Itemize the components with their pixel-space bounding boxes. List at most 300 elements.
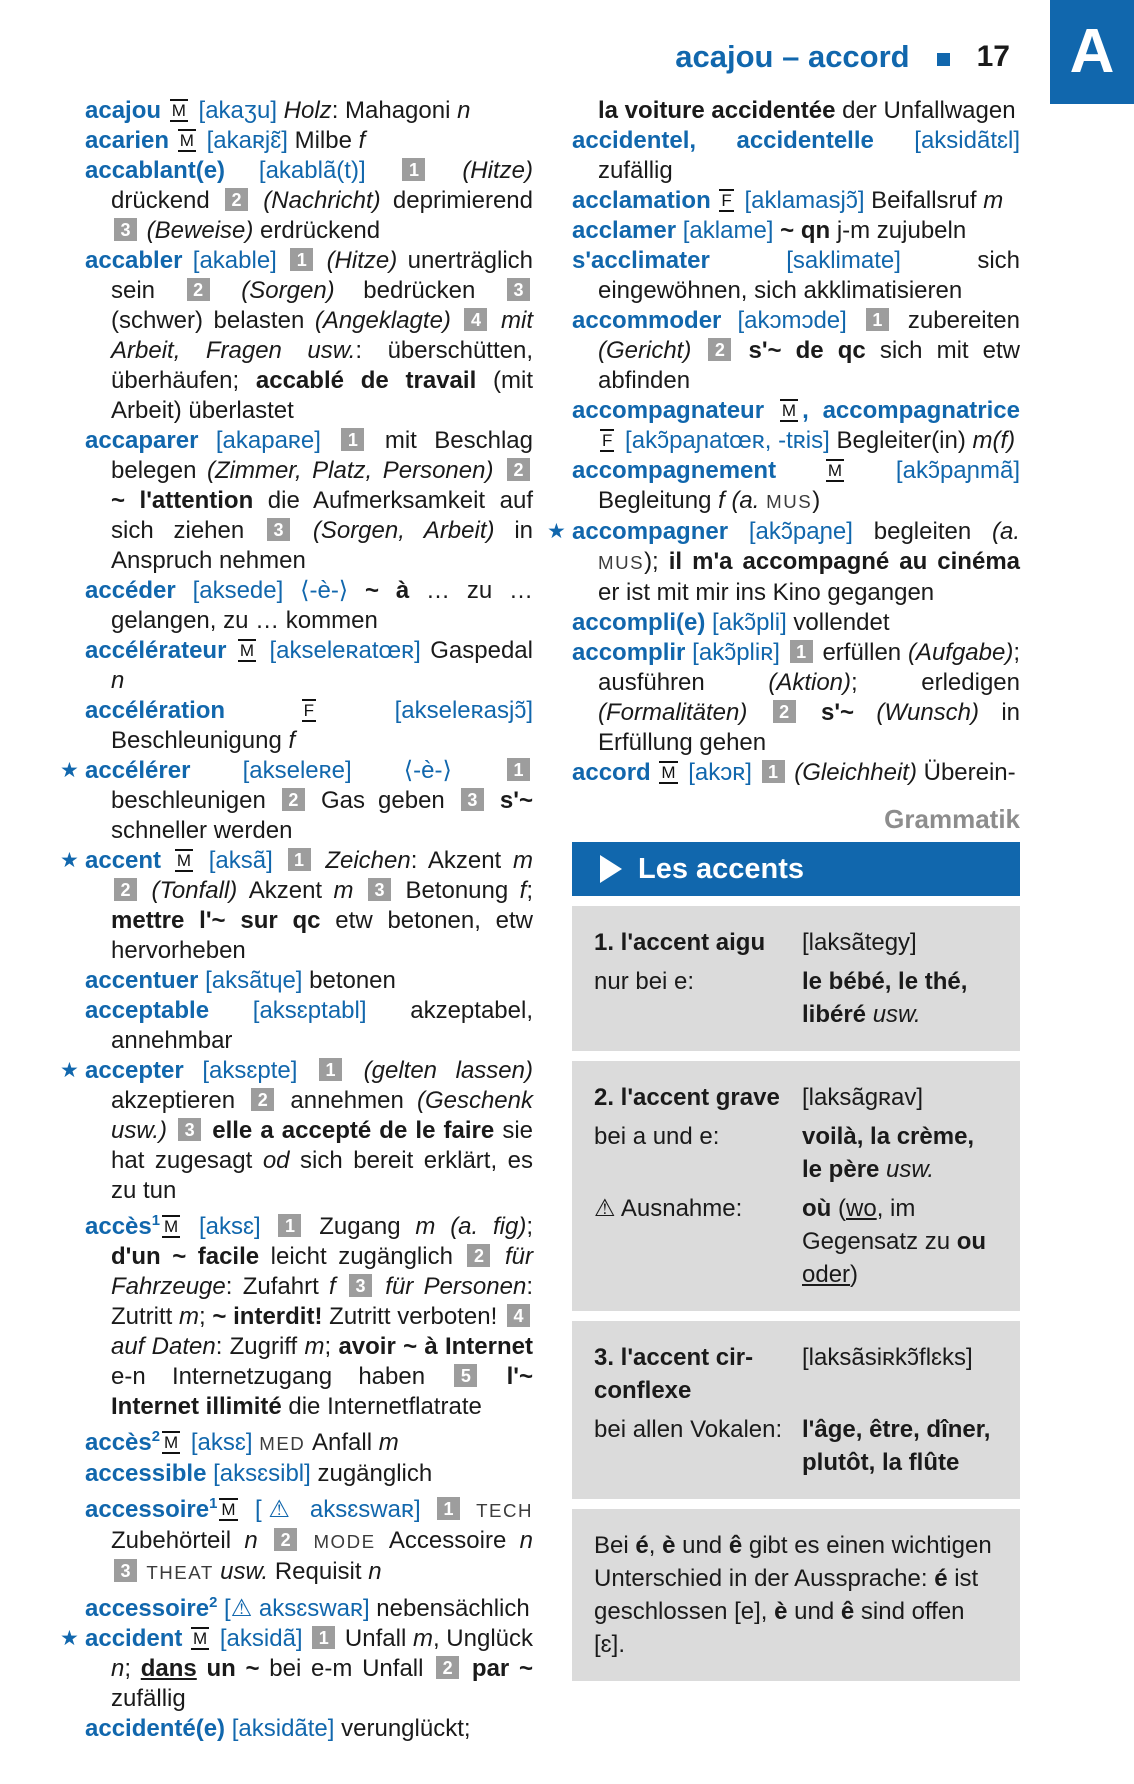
usage-hint: (Sorgen) bbox=[212, 277, 364, 304]
headword: accent bbox=[85, 847, 173, 874]
grammar-row bbox=[594, 1120, 998, 1186]
grammar-box-header bbox=[572, 842, 1020, 896]
headword: acarien bbox=[85, 127, 176, 154]
usage-hint: f bbox=[519, 877, 527, 904]
text: ; ausführen bbox=[598, 639, 1021, 696]
pronunciation: [aksɛptabl] bbox=[252, 997, 411, 1024]
dictionary-entry bbox=[85, 96, 533, 126]
usage-hint: n bbox=[244, 1527, 272, 1554]
usage-hint: f bbox=[358, 127, 366, 154]
dictionary-entry bbox=[572, 126, 1020, 186]
text: j-m zujubeln bbox=[836, 217, 967, 244]
usage-hint: (Beweise) bbox=[140, 217, 261, 244]
bold-phrase: ê bbox=[728, 1532, 743, 1559]
underlined-word: oder bbox=[802, 1261, 851, 1288]
grammar-section bbox=[572, 1321, 1020, 1499]
headword-superscript: 1 bbox=[151, 1213, 161, 1229]
pronunciation: [akaʒu] bbox=[191, 97, 284, 124]
sense-number-badge: 2 bbox=[225, 188, 248, 211]
text: zubereiten bbox=[891, 307, 1021, 334]
usage-hint: m bbox=[378, 1429, 399, 1456]
usage-hint: mit Arbeit, Fragen usw. bbox=[111, 307, 533, 364]
text: beschleunigen bbox=[111, 787, 279, 814]
column-left bbox=[60, 96, 534, 1744]
bold-phrase: ou bbox=[956, 1228, 987, 1255]
usage-hint: f bbox=[288, 727, 296, 754]
usage-hint: Zeichen bbox=[313, 847, 411, 874]
grammar-box-body bbox=[572, 906, 1020, 1681]
sense-number-badge: 3 bbox=[349, 1274, 372, 1297]
text: [laksãtegy] bbox=[802, 929, 917, 956]
text: sich eingewöhnen, sich akklimatisieren bbox=[598, 247, 1020, 304]
text: , bbox=[648, 1532, 663, 1559]
text: die Aufmerksamkeit auf sich ziehen bbox=[111, 487, 533, 544]
text: ; bbox=[526, 877, 533, 904]
text: Accessoire bbox=[388, 1527, 520, 1554]
text: bei allen Vokalen: bbox=[594, 1416, 783, 1443]
text: ( bbox=[838, 1195, 846, 1222]
grammar-example bbox=[802, 926, 998, 959]
sense-number-badge: 4 bbox=[507, 1304, 530, 1327]
dictionary-entry bbox=[60, 846, 534, 966]
running-head: acajou – accord bbox=[675, 39, 910, 74]
text: Milbe bbox=[294, 127, 359, 154]
bold-phrase: il m'a accompagné au cinéma bbox=[668, 548, 1021, 575]
bold-phrase: elle a accepté de le faire bbox=[204, 1117, 503, 1144]
pronunciation: [aksidãte] bbox=[231, 1715, 342, 1742]
text: nur bei e: bbox=[594, 968, 695, 995]
pronunciation: [akablã(t)] bbox=[258, 157, 400, 184]
text: begleiten bbox=[873, 518, 992, 545]
dictionary-entry bbox=[572, 638, 1020, 758]
headword: accessoire bbox=[85, 1496, 210, 1523]
usage-hint: usw. bbox=[220, 1558, 275, 1585]
text: betonen bbox=[309, 967, 396, 994]
bold-phrase: ~ l'attention bbox=[111, 487, 268, 514]
headword: s'acclimater bbox=[572, 247, 787, 274]
headword: acclamation bbox=[572, 187, 718, 214]
headword: accabler bbox=[85, 247, 193, 274]
headword: accélération bbox=[85, 697, 300, 724]
usage-hint: n bbox=[368, 1558, 382, 1585]
page-number: 17 bbox=[976, 40, 1010, 73]
text: sich bereit erklärt, es zu tun bbox=[111, 1147, 533, 1204]
grammar-section bbox=[572, 1061, 1020, 1311]
grammar-term bbox=[594, 965, 802, 1031]
domain-label: MUS bbox=[766, 491, 813, 512]
text: bei a und e: bbox=[594, 1123, 720, 1150]
text: sie hat zugesagt bbox=[111, 1117, 533, 1174]
text: : Akzent bbox=[410, 847, 513, 874]
text: erfüllen bbox=[815, 639, 908, 666]
usage-hint: auf Daten bbox=[111, 1333, 216, 1360]
headword: accès bbox=[85, 1213, 152, 1240]
grammatik-label: Grammatik bbox=[884, 804, 1020, 834]
usage-hint: m bbox=[304, 1333, 325, 1360]
text: erdrückend bbox=[260, 217, 381, 244]
headword: accéder bbox=[85, 577, 193, 604]
gender-marker: F bbox=[303, 701, 315, 720]
usage-hint: m bbox=[512, 847, 533, 874]
grammar-box-title: Les accents bbox=[638, 853, 805, 885]
pronunciation: [aksã] bbox=[196, 847, 285, 874]
text: Zutritt verboten! bbox=[322, 1303, 504, 1330]
dictionary-entry bbox=[547, 517, 1021, 608]
usage-hint: (Formalitäten) bbox=[598, 699, 770, 726]
domain-label: TECH bbox=[463, 1500, 533, 1521]
sense-number-badge: 2 bbox=[436, 1656, 459, 1679]
usage-hint: (Aufgabe) bbox=[907, 639, 1014, 666]
dictionary-entry bbox=[85, 996, 533, 1056]
bold-phrase: ~ qn bbox=[780, 217, 837, 244]
sense-number-badge: 2 bbox=[251, 1088, 274, 1111]
pronunciation: [saklimate] bbox=[786, 247, 978, 274]
dictionary-entry bbox=[85, 636, 533, 696]
text: Zubehörteil bbox=[111, 1527, 245, 1554]
text: zufällig bbox=[111, 1685, 186, 1712]
text: Beschleunigung bbox=[111, 727, 289, 754]
text: e-n Internetzugang haben bbox=[111, 1363, 452, 1390]
text: ; bbox=[124, 1655, 141, 1682]
bold-phrase: un ~ bbox=[196, 1655, 270, 1682]
sense-number-badge: 1 bbox=[790, 640, 813, 663]
text: ist geschlossen [e], bbox=[594, 1565, 979, 1625]
alphabet-tab: A bbox=[1050, 0, 1134, 104]
usage-hint: m bbox=[333, 877, 365, 904]
dictionary-entry bbox=[572, 456, 1020, 517]
bold-phrase: où bbox=[802, 1195, 838, 1222]
usage-hint: (Geschenk usw.) bbox=[111, 1087, 534, 1144]
usage-hint: n bbox=[111, 667, 125, 694]
bold-phrase: l'~ Internet illimité bbox=[111, 1363, 533, 1420]
text: zugänglich bbox=[317, 1460, 433, 1487]
grammar-term bbox=[594, 1120, 802, 1186]
text: (schwer) belasten bbox=[111, 307, 315, 334]
headword: accaparer bbox=[85, 427, 216, 454]
headword-superscript: 2 bbox=[209, 1595, 218, 1611]
grammar-row bbox=[594, 926, 998, 959]
usage-hint: (Gleichheit) bbox=[787, 759, 924, 786]
gender-marker: M bbox=[661, 763, 676, 782]
gender-marker: M bbox=[164, 1433, 179, 1452]
usage-hint: n bbox=[111, 1655, 125, 1682]
text: drückend bbox=[111, 187, 223, 214]
sense-number-badge: 2 bbox=[507, 458, 530, 481]
grammar-term bbox=[594, 926, 802, 959]
text: (mit Arbeit) überlastet bbox=[111, 367, 533, 424]
text: vollendet bbox=[793, 609, 890, 636]
usage-hint: m bbox=[179, 1303, 200, 1330]
usage-hint: (a. bbox=[731, 487, 767, 514]
headword: accommoder bbox=[572, 307, 738, 334]
dictionary-entry bbox=[85, 576, 533, 636]
headword: accomplir bbox=[572, 639, 693, 666]
sense-number-badge: 1 bbox=[312, 1626, 335, 1649]
text: und bbox=[787, 1598, 841, 1625]
grammar-row bbox=[594, 1081, 998, 1114]
dictionary-entry bbox=[572, 96, 1020, 126]
usage-hint: Holz bbox=[283, 97, 332, 124]
dictionary-entry bbox=[60, 1056, 534, 1206]
text: ; bbox=[526, 1213, 533, 1240]
dictionary-entry bbox=[572, 306, 1020, 396]
gender-marker: M bbox=[179, 131, 194, 150]
grammar-row bbox=[594, 965, 998, 1031]
bold-phrase: s'~ bbox=[486, 787, 533, 814]
pronunciation: [aksidã] bbox=[213, 1625, 310, 1652]
pronunciation: [akɔʀ] bbox=[681, 759, 759, 786]
text: Gas geben bbox=[307, 787, 458, 814]
pronunciation: [aksidãtɛl] bbox=[914, 127, 1020, 154]
dictionary-entry bbox=[85, 1206, 533, 1422]
usage-hint: (Aktion) bbox=[768, 669, 852, 696]
text: sind offen [ɛ]. bbox=[594, 1598, 965, 1658]
headword: accompagnateur bbox=[572, 397, 778, 424]
text: , im Gegensatz zu bbox=[802, 1195, 957, 1255]
text: nebensächlich bbox=[376, 1595, 530, 1622]
headword: accès bbox=[85, 1429, 152, 1456]
dictionary-entry bbox=[85, 966, 533, 996]
sense-number-badge: 1 bbox=[866, 308, 889, 331]
bold-phrase: le bébé, le thé, libéré bbox=[802, 968, 968, 1028]
usage-hint: n bbox=[457, 97, 471, 124]
usage-hint: (Hitze) bbox=[428, 157, 533, 184]
pronunciation: [akɔ̃paɲatœʀ, -tʀis] bbox=[618, 427, 837, 454]
usage-hint: m(f) bbox=[972, 427, 1016, 454]
text: Überein- bbox=[923, 759, 1016, 786]
pronunciation: [akaʀjɛ̃] bbox=[199, 127, 295, 154]
domain-label: MUS bbox=[598, 552, 645, 573]
pronunciation: [aklamasjɔ̃] bbox=[737, 187, 872, 214]
headword-superscript: 1 bbox=[209, 1496, 218, 1512]
sense-number-badge: 4 bbox=[464, 308, 487, 331]
sense-number-badge: 1 bbox=[437, 1497, 460, 1520]
gender-marker: F bbox=[602, 431, 613, 450]
usage-hint: usw. bbox=[872, 1001, 921, 1028]
text: annehmen bbox=[277, 1087, 417, 1114]
dictionary-entry bbox=[85, 126, 533, 156]
pronunciation: [aksede] bbox=[192, 577, 301, 604]
gender-marker: M bbox=[827, 461, 843, 480]
bold-phrase: avoir ~ à Internet bbox=[338, 1333, 533, 1360]
grammar-example bbox=[802, 1341, 998, 1407]
grammar-row bbox=[594, 1341, 998, 1407]
usage-hint: m bbox=[983, 187, 1004, 214]
text: : Zugriff bbox=[215, 1333, 305, 1360]
underlined-word: wo bbox=[846, 1195, 877, 1222]
bold-phrase: voilà, la crème, le père bbox=[802, 1123, 975, 1183]
headword: accélérateur bbox=[85, 637, 236, 664]
gender-marker: M bbox=[164, 1217, 179, 1236]
star-icon: ★ bbox=[60, 1627, 79, 1650]
text: Zugang bbox=[304, 1213, 416, 1240]
conjugation-hint: ⟨-è-⟩ bbox=[403, 757, 504, 784]
text: schneller werden bbox=[111, 817, 293, 844]
pronunciation: [akable] bbox=[192, 247, 288, 274]
bold-phrase: s'~ bbox=[798, 699, 877, 726]
text: sich mit etw abfinden bbox=[598, 337, 1021, 394]
text: deprimierend bbox=[392, 187, 533, 214]
pronunciation: [akɔ̃pli] bbox=[712, 609, 794, 636]
sense-number-badge: 1 bbox=[319, 1058, 342, 1081]
play-triangle-icon bbox=[600, 855, 622, 883]
sense-number-badge: 3 bbox=[178, 1118, 201, 1141]
dictionary-entry bbox=[572, 758, 1020, 788]
grammar-example bbox=[802, 1192, 998, 1291]
text: akzeptabel, annehmbar bbox=[111, 997, 533, 1054]
text: Unfall bbox=[338, 1625, 413, 1652]
dictionary-entry bbox=[85, 246, 533, 426]
grammar-note bbox=[594, 1529, 998, 1661]
text: , Unglück bbox=[432, 1625, 534, 1652]
usage-hint: (a. bbox=[992, 518, 1021, 545]
gender-marker: M bbox=[176, 851, 191, 870]
text: ) bbox=[812, 487, 821, 514]
text: … zu … gelangen, zu … kommen bbox=[111, 577, 534, 634]
headword: accablant(e) bbox=[85, 157, 259, 184]
usage-hint: od bbox=[262, 1147, 301, 1174]
pronunciation: [akseleʀasjɔ̃] bbox=[320, 697, 533, 724]
grammar-term bbox=[594, 1413, 802, 1479]
text: unerträglich sein bbox=[111, 247, 533, 304]
sense-number-badge: 3 bbox=[461, 788, 484, 811]
bold-phrase: s'~ de qc bbox=[734, 337, 880, 364]
text: Begleitung bbox=[598, 487, 719, 514]
text: ; bbox=[324, 1333, 339, 1360]
bold-phrase: é bbox=[934, 1565, 948, 1592]
bold-phrase: accablé de travail bbox=[255, 367, 494, 394]
dictionary-entry bbox=[85, 426, 533, 576]
pronunciation: [⚠ aksɛswaʀ] bbox=[241, 1496, 434, 1523]
headword: accidenté(e) bbox=[85, 1715, 232, 1742]
headword: accessoire bbox=[85, 1595, 210, 1622]
grammar-example bbox=[802, 1413, 998, 1479]
text: : Mahagoni bbox=[331, 97, 458, 124]
usage-hint: (Tonfall) bbox=[140, 877, 249, 904]
dictionary-entry bbox=[85, 1489, 533, 1588]
text: Bei bbox=[594, 1532, 636, 1559]
bold-phrase: 1. l'accent aigu bbox=[594, 929, 766, 956]
text: etw betonen, etw hervorheben bbox=[111, 907, 534, 964]
text: : Zutritt bbox=[111, 1273, 533, 1330]
text: [laksãgʀav] bbox=[802, 1084, 924, 1111]
pronunciation: [akɔ̃paɲe] bbox=[748, 518, 874, 545]
pronunciation: [aksãtɥe] bbox=[205, 967, 310, 994]
bold-phrase: ~ interdit! bbox=[212, 1303, 323, 1330]
usage-hint: (Gericht) bbox=[598, 337, 706, 364]
usage-hint: usw. bbox=[886, 1156, 935, 1183]
bold-phrase: l'âge, être, dîner, plutôt, la flûte bbox=[802, 1416, 991, 1476]
text: ); bbox=[644, 548, 669, 575]
headword: acajou bbox=[85, 97, 168, 124]
text: der Unfallwagen bbox=[842, 97, 1016, 124]
sense-number-badge: 1 bbox=[290, 248, 313, 271]
usage-hint: (gelten lassen) bbox=[345, 1057, 533, 1084]
dictionary-entry bbox=[85, 1459, 533, 1489]
domain-label: MED bbox=[259, 1433, 312, 1454]
text: die Internetflatrate bbox=[288, 1393, 482, 1420]
grammar-section bbox=[572, 906, 1020, 1051]
gender-marker: M bbox=[781, 401, 797, 420]
usage-hint: für Fahrzeuge bbox=[111, 1243, 533, 1300]
pronunciation: [aklame] bbox=[682, 217, 781, 244]
dictionary-entry bbox=[85, 1588, 533, 1624]
text: ; bbox=[199, 1303, 213, 1330]
text: und bbox=[675, 1532, 729, 1559]
sense-number-badge: 2 bbox=[114, 878, 137, 901]
sense-number-badge: 3 bbox=[114, 1559, 137, 1582]
sense-number-badge: 2 bbox=[708, 338, 731, 361]
conjugation-hint: ⟨-è-⟩ bbox=[300, 577, 365, 604]
bold-phrase: ~ à bbox=[365, 577, 427, 604]
pronunciation: [akɔmɔde] bbox=[737, 307, 863, 334]
gender-marker: M bbox=[239, 641, 255, 660]
square-bullet-icon bbox=[937, 53, 950, 66]
text: bedrücken bbox=[363, 277, 504, 304]
domain-label: MODE bbox=[300, 1531, 389, 1552]
sense-number-badge: 3 bbox=[267, 518, 290, 541]
sense-number-badge: 2 bbox=[467, 1244, 490, 1267]
grammar-example bbox=[802, 1081, 998, 1114]
usage-hint: m (a. fig) bbox=[415, 1213, 527, 1240]
usage-hint: (Hitze) bbox=[316, 247, 408, 274]
pronunciation: [akseleʀatœʀ] bbox=[260, 637, 431, 664]
text: er ist mit mir ins Kino gegangen bbox=[598, 579, 935, 606]
text: Anfall bbox=[312, 1429, 379, 1456]
grammar-row bbox=[594, 1413, 998, 1479]
bold-phrase: mettre l'~ sur qc bbox=[111, 907, 336, 934]
sense-number-badge: 1 bbox=[288, 848, 311, 871]
headword: accompli(e) bbox=[572, 609, 713, 636]
pronunciation: [akapaʀe] bbox=[215, 427, 339, 454]
headword: accident bbox=[85, 1625, 190, 1652]
grammar-example bbox=[802, 1120, 998, 1186]
star-icon: ★ bbox=[547, 520, 566, 543]
text: Akzent bbox=[248, 877, 334, 904]
pronunciation: [aksɛsibl] bbox=[213, 1460, 318, 1487]
bold-phrase: par ~ bbox=[462, 1655, 533, 1682]
text: ) bbox=[850, 1261, 859, 1288]
star-icon: ★ bbox=[60, 759, 79, 782]
grammar-row bbox=[594, 1192, 998, 1291]
bold-phrase: la voiture accidentée bbox=[598, 97, 843, 124]
usage-hint: für Personen bbox=[375, 1273, 527, 1300]
headword: , accompagnatrice bbox=[802, 397, 1020, 424]
bold-underlined-phrase: dans bbox=[140, 1655, 197, 1682]
dictionary-entry bbox=[85, 156, 533, 246]
page-header bbox=[675, 39, 1010, 74]
text: Gaspedal bbox=[430, 637, 533, 664]
sense-number-badge: 1 bbox=[762, 760, 785, 783]
headword: acclamer bbox=[572, 217, 683, 244]
sense-number-badge: 1 bbox=[341, 428, 364, 451]
text: ; erledigen bbox=[851, 669, 1020, 696]
headword: accentuer bbox=[85, 967, 206, 994]
dictionary-entry bbox=[572, 216, 1020, 246]
sense-number-badge: 2 bbox=[773, 700, 796, 723]
sense-number-badge: 2 bbox=[274, 1528, 297, 1551]
sense-number-badge: 3 bbox=[507, 278, 530, 301]
usage-hint: (Wunsch) bbox=[876, 699, 1002, 726]
pronunciation: [akɔ̃paɲmã] bbox=[848, 457, 1020, 484]
sense-number-badge: 2 bbox=[282, 788, 305, 811]
text: mit Beschlag belegen bbox=[111, 427, 533, 484]
headword: accessible bbox=[85, 1460, 214, 1487]
grammar-term bbox=[594, 1081, 802, 1114]
headword: accompagner bbox=[572, 518, 749, 545]
right-entries bbox=[547, 96, 1021, 788]
text: in Anspruch nehmen bbox=[111, 517, 533, 574]
